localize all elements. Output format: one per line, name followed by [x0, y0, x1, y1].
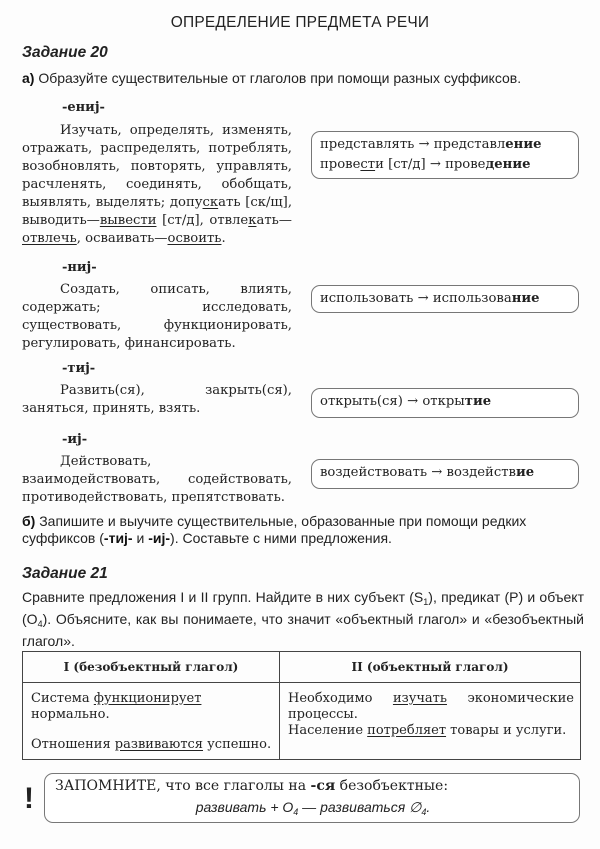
example-noun-suffix: ие — [515, 465, 535, 480]
remember-box — [44, 773, 580, 823]
suffix-highlight: -ся — [310, 778, 336, 794]
remember-heading: ЗАПОМНИТЕ — [55, 778, 157, 794]
part-a-text: Образуйте существительные от глаголов при помощи разных суффиксов. — [38, 70, 522, 86]
sentence — [31, 737, 273, 753]
formula-part: развивать + O — [195, 799, 294, 815]
example-box-ij — [311, 459, 579, 489]
word-list-text: . — [221, 231, 226, 246]
example-line-1 — [320, 135, 570, 155]
example-noun-suffix: дение — [485, 157, 531, 172]
formula-part: развиваться ∅ — [320, 799, 422, 815]
example-noun-suffix: ние — [511, 291, 540, 306]
part-b-label: б) — [22, 513, 36, 529]
sentence-text: Население — [288, 723, 368, 738]
arrow-icon: → — [417, 291, 429, 306]
word-list-text: ать [ск/щ], выводить— — [22, 195, 293, 228]
task-21-text-part: ). Объясните, как вы понимаете, что значит «объектный глагол» и «безобъектный глагол». — [22, 611, 584, 649]
subscript: 4 — [37, 619, 43, 629]
word-list-text: ать— — [256, 213, 292, 228]
table-cell-group-2 — [280, 683, 581, 760]
example-verb: открыть(ся) — [320, 394, 403, 409]
word-list-ij: Действовать, взаимодействовать, содействовать, противодействовать, препятствовать. — [22, 454, 292, 505]
suffix-highlight: -иj- — [148, 530, 171, 546]
example-verb: воздействовать — [320, 465, 428, 480]
subscript: 4 — [421, 807, 427, 817]
underlined-fragment: отвлечь — [22, 231, 77, 246]
example-verb: и [ст/д] — [375, 157, 426, 172]
sentence-text: нормально. — [31, 707, 110, 722]
word-list-text: , осваивать— — [76, 231, 168, 246]
example-noun-suffix: тие — [464, 394, 492, 409]
underlined-fragment: вывести — [99, 213, 157, 228]
formula-part: — — [298, 799, 321, 815]
task-21-text — [22, 589, 584, 650]
table-header-group-1: I (безобъектный глагол) — [23, 652, 280, 683]
subscript: 4 — [293, 807, 299, 817]
word-list-text: Изучать, определять, изменять, отражать, распределять, потреблять, возобновлять, повторять, управлять, расчленять, соединять, обобщать, выявлять, выделять; допу — [22, 123, 292, 210]
formula-part: . — [426, 799, 431, 815]
example-noun-stem: откры — [422, 394, 465, 409]
sentence-text: Система — [31, 691, 94, 706]
example-noun-stem: использова — [432, 291, 512, 306]
table-cell-group-1 — [23, 683, 280, 760]
underlined-predicate: функционирует — [93, 691, 202, 706]
suffix-highlight: -тиj- — [103, 530, 133, 546]
example-noun-stem: прове — [445, 157, 486, 172]
word-list-tij: Развить(ся), закрыть(ся), заняться, принять, взять. — [22, 383, 292, 416]
example-noun-stem: представл — [433, 137, 506, 152]
task-20-part-a — [22, 70, 582, 87]
remember-rule — [55, 778, 448, 794]
page-title: ОПРЕДЕЛЕНИЕ ПРЕДМЕТА РЕЧИ — [170, 14, 430, 31]
word-list-text: [ст/д], отвле — [156, 213, 249, 228]
exclamation-icon: ! — [24, 782, 34, 815]
sentence-text: экономические процессы. — [288, 691, 574, 722]
arrow-icon: → — [407, 394, 419, 409]
example-verb: прове — [320, 157, 361, 172]
word-list-enij — [22, 122, 292, 248]
arrow-icon: → — [418, 137, 430, 152]
sentence — [288, 723, 574, 739]
sentence-text: успешно. — [203, 737, 272, 752]
example-box-tij — [311, 388, 579, 418]
part-b-text: Запишите и выучите существительные, образованные при помощи редких суффиксов ( — [22, 513, 527, 546]
arrow-icon: → — [431, 465, 443, 480]
table-header-row — [23, 652, 581, 683]
part-b-text: и — [132, 530, 149, 546]
task-21-text-part: ), предикат (P) и объект (O — [22, 589, 584, 627]
task-21-text-part: Сравните предложения I и II групп. Найдите в них субъект (S — [22, 589, 424, 605]
table-row — [23, 683, 581, 760]
subscript: 1 — [423, 597, 429, 607]
verb-groups-table — [22, 651, 581, 760]
example-noun-stem: воздейств — [446, 465, 516, 480]
suffix-label-nij: -ниj- — [62, 260, 97, 275]
example-box-enij — [311, 131, 579, 179]
word-list-nij: Создать, описать, влиять, содержать; исследовать, существовать, функционировать, регулировать, финансировать. — [22, 282, 292, 351]
table-header-group-2: II (объектный глагол) — [280, 652, 581, 683]
underlined-fragment: ск — [202, 195, 219, 210]
sentence-text: товары и услуги. — [446, 723, 567, 738]
example-box-nij — [311, 285, 579, 313]
example-verb: использовать — [320, 291, 414, 306]
task-21-title: Задание 21 — [22, 565, 108, 582]
example-noun-suffix: ение — [505, 137, 542, 152]
example-verb: представлять — [320, 137, 415, 152]
suffix-label-ij: -иj- — [62, 432, 88, 447]
underlined-fragment: ст — [360, 157, 376, 172]
sentence — [288, 691, 574, 723]
task-20-title: Задание 20 — [22, 44, 108, 61]
underlined-predicate: развиваются — [114, 737, 204, 752]
underlined-fragment: к — [248, 213, 257, 228]
remember-text: безобъектные: — [335, 778, 449, 794]
underlined-fragment: освоить — [167, 231, 222, 246]
sentence-text: Необходимо — [288, 691, 393, 706]
sentence-text: Отношения — [31, 737, 115, 752]
task-20-part-b — [22, 513, 582, 547]
remember-text: , что все глаголы на — [156, 778, 311, 794]
part-a-label: а) — [22, 70, 35, 86]
arrow-icon: → — [429, 157, 441, 172]
example-line-2 — [320, 155, 570, 175]
part-b-text: ). Составьте с ними предложения. — [170, 530, 392, 546]
sentence — [31, 691, 273, 723]
remember-formula — [45, 799, 581, 817]
suffix-label-enij: -ениj- — [62, 100, 105, 115]
suffix-label-tij: -тиj- — [62, 361, 96, 376]
underlined-predicate: потребляет — [367, 723, 447, 738]
underlined-predicate: изучать — [392, 691, 447, 706]
